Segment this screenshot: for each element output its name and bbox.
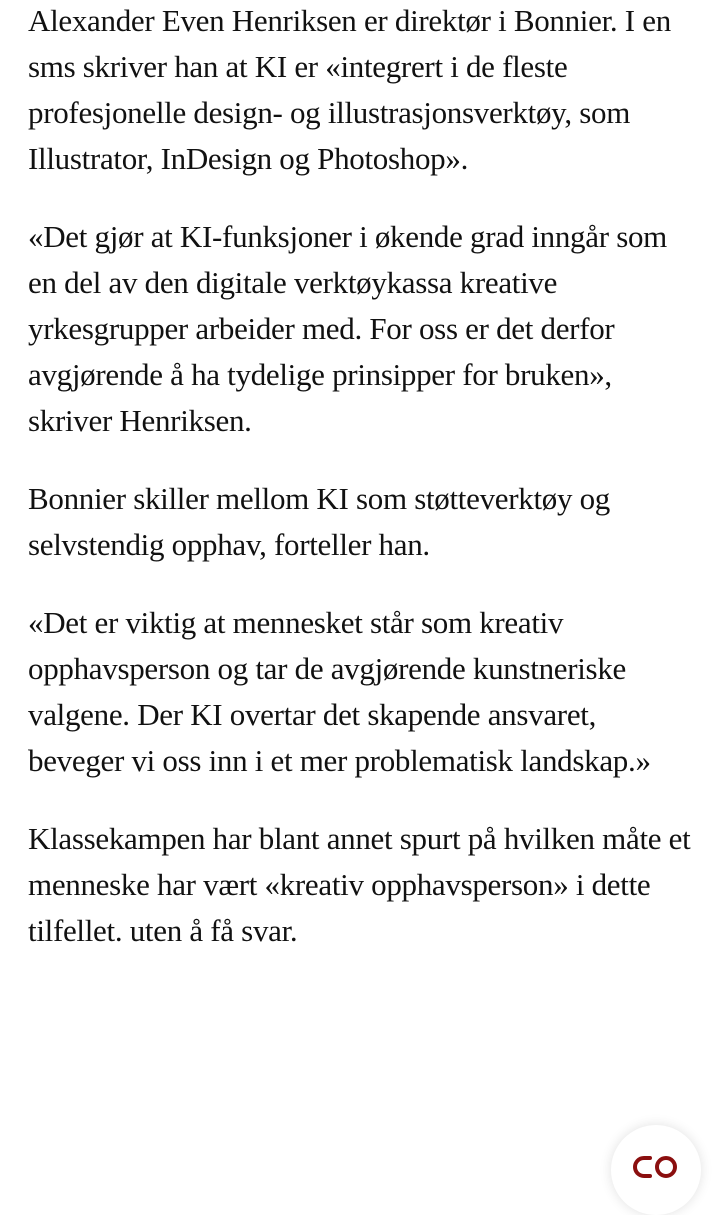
co-logo-icon bbox=[633, 1125, 679, 1184]
floating-action-button[interactable] bbox=[611, 1125, 701, 1215]
article-paragraph: «Det gjør at KI-funksjoner i økende grad inngår som en del av den digitale verktøykassa kreative yrkesgrupper arbeider med. For oss er det derfor avgjørende å ha tydelige prinsipper for bruken», skriver Henriksen. bbox=[28, 219, 667, 438]
article-paragraph: Bonnier skiller mellom KI som støtteverktøy og selvstendig opphav, forteller han. bbox=[28, 481, 611, 562]
article-paragraph: «Det er viktig at mennesket står som kreativ opphavsperson og tar de avgjørende kunstneriske valgene. Der KI overtar det skapende ansvaret, beveger vi oss inn i et mer problematisk landskap.» bbox=[28, 605, 651, 778]
article-body bbox=[28, 0, 698, 986]
article-paragraph: Klassekampen har blant annet spurt på hvilken måte et menneske har vært «kreativ opphavsperson» i dette tilfellet. uten å få svar. bbox=[28, 821, 691, 948]
article-paragraph: Alexander Even Henriksen er direktør i Bonnier. I en sms skriver han at KI er «integrert i de fleste profesjonelle design- og illustrasjonsverktøy, som Illustrator, InDesign og Photoshop». bbox=[28, 3, 671, 176]
